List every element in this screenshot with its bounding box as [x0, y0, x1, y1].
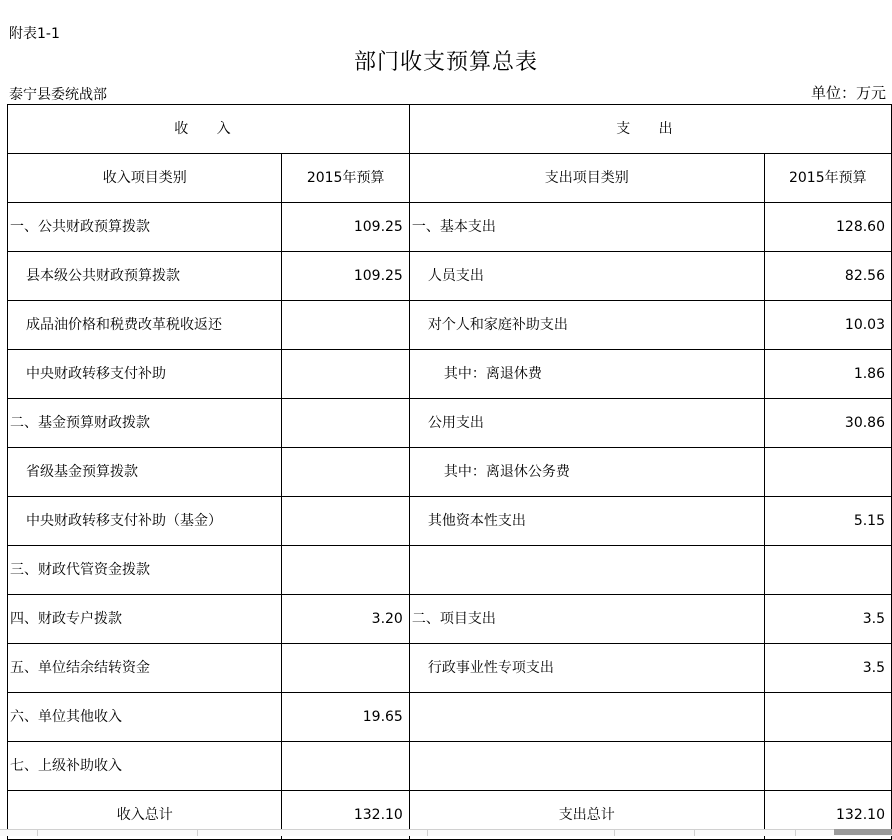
income-item-value[interactable]: [282, 546, 409, 595]
table-row: [8, 252, 892, 301]
expense-total-value[interactable]: 132.10: [764, 791, 891, 840]
table-row: [8, 546, 892, 595]
expense-item-label[interactable]: [409, 693, 764, 742]
expense-section-header[interactable]: [409, 105, 891, 154]
income-item-value[interactable]: 109.25: [282, 252, 409, 301]
expense-item-value[interactable]: [764, 546, 891, 595]
table-row: [8, 203, 892, 252]
scrollbar-thumb[interactable]: [834, 829, 892, 835]
expense-item-value[interactable]: [764, 742, 891, 791]
col-income-budget[interactable]: 2015年预算: [282, 154, 409, 203]
expense-total-label[interactable]: 支出总计: [409, 791, 764, 840]
expense-item-value[interactable]: 3.5: [764, 595, 891, 644]
expense-item-label[interactable]: [409, 742, 764, 791]
income-item-value[interactable]: [282, 399, 409, 448]
income-item-label[interactable]: 一、公共财政预算拨款: [8, 203, 282, 252]
income-item-label[interactable]: 二、基金预算财政拨款: [8, 399, 282, 448]
table-row: [8, 448, 892, 497]
income-item-value[interactable]: [282, 350, 409, 399]
income-item-label[interactable]: 五、单位结余结转资金: [8, 644, 282, 693]
col-expense-category[interactable]: 支出项目类别: [409, 154, 764, 203]
expense-item-label[interactable]: 二、项目支出: [409, 595, 764, 644]
income-item-label[interactable]: 中央财政转移支付补助: [8, 350, 282, 399]
income-item-value[interactable]: [282, 301, 409, 350]
table-row: [8, 399, 892, 448]
income-item-label[interactable]: 六、单位其他收入: [8, 693, 282, 742]
expense-item-value[interactable]: 82.56: [764, 252, 891, 301]
expense-item-value[interactable]: [764, 448, 891, 497]
expense-item-label[interactable]: 其中：离退休费: [409, 350, 764, 399]
expense-item-value[interactable]: 30.86: [764, 399, 891, 448]
income-item-label[interactable]: 成品油价格和税费改革税收返还: [8, 301, 282, 350]
income-item-label[interactable]: 县本级公共财政预算拨款: [8, 252, 282, 301]
income-item-value[interactable]: [282, 497, 409, 546]
budget-table: [7, 104, 892, 840]
income-item-label[interactable]: 中央财政转移支付补助（基金）: [8, 497, 282, 546]
income-item-value[interactable]: 109.25: [282, 203, 409, 252]
income-item-label[interactable]: 三、财政代管资金拨款: [8, 546, 282, 595]
col-expense-budget[interactable]: 2015年预算: [764, 154, 891, 203]
expense-item-label[interactable]: [409, 546, 764, 595]
expense-item-label[interactable]: 行政事业性专项支出: [409, 644, 764, 693]
unit-label: 单位：万元: [810, 84, 886, 102]
page-title: 部门收支预算总表: [353, 50, 538, 75]
income-section-label: 收 入: [174, 121, 243, 137]
expense-item-label[interactable]: 公用支出: [409, 399, 764, 448]
table-row: [8, 742, 892, 791]
expense-item-value[interactable]: 10.03: [764, 301, 891, 350]
column-header-row: [8, 154, 892, 203]
income-item-label[interactable]: 四、财政专户拨款: [8, 595, 282, 644]
table-row: [8, 644, 892, 693]
expense-item-label[interactable]: 一、基本支出: [409, 203, 764, 252]
table-row: [8, 301, 892, 350]
income-item-label[interactable]: 七、上级补助收入: [8, 742, 282, 791]
income-item-label[interactable]: 省级基金预算拨款: [8, 448, 282, 497]
income-item-value[interactable]: [282, 742, 409, 791]
expense-item-value[interactable]: 3.5: [764, 644, 891, 693]
income-total-value[interactable]: 132.10: [282, 791, 409, 840]
expense-item-label[interactable]: 其他资本性支出: [409, 497, 764, 546]
table-row: [8, 350, 892, 399]
expense-item-value[interactable]: 128.60: [764, 203, 891, 252]
department-name: 泰宁县委统战部: [9, 87, 107, 103]
expense-item-value[interactable]: 5.15: [764, 497, 891, 546]
expense-item-label[interactable]: 人员支出: [409, 252, 764, 301]
income-item-value[interactable]: [282, 644, 409, 693]
expense-item-value[interactable]: 1.86: [764, 350, 891, 399]
table-row: [8, 693, 892, 742]
expense-item-label[interactable]: 其中：离退休公务费: [409, 448, 764, 497]
table-row: [8, 497, 892, 546]
income-item-value[interactable]: [282, 448, 409, 497]
col-income-category[interactable]: 收入项目类别: [8, 154, 282, 203]
expense-item-value[interactable]: [764, 693, 891, 742]
income-item-value[interactable]: 19.65: [282, 693, 409, 742]
expense-section-label: 支 出: [616, 121, 685, 137]
expense-item-label[interactable]: 对个人和家庭补助支出: [409, 301, 764, 350]
income-section-header[interactable]: [8, 105, 410, 154]
attachment-label: 附表1-1: [9, 26, 60, 42]
section-header-row: [8, 105, 892, 154]
income-item-value[interactable]: 3.20: [282, 595, 409, 644]
income-total-label[interactable]: 收入总计: [8, 791, 282, 840]
table-row: [8, 595, 892, 644]
